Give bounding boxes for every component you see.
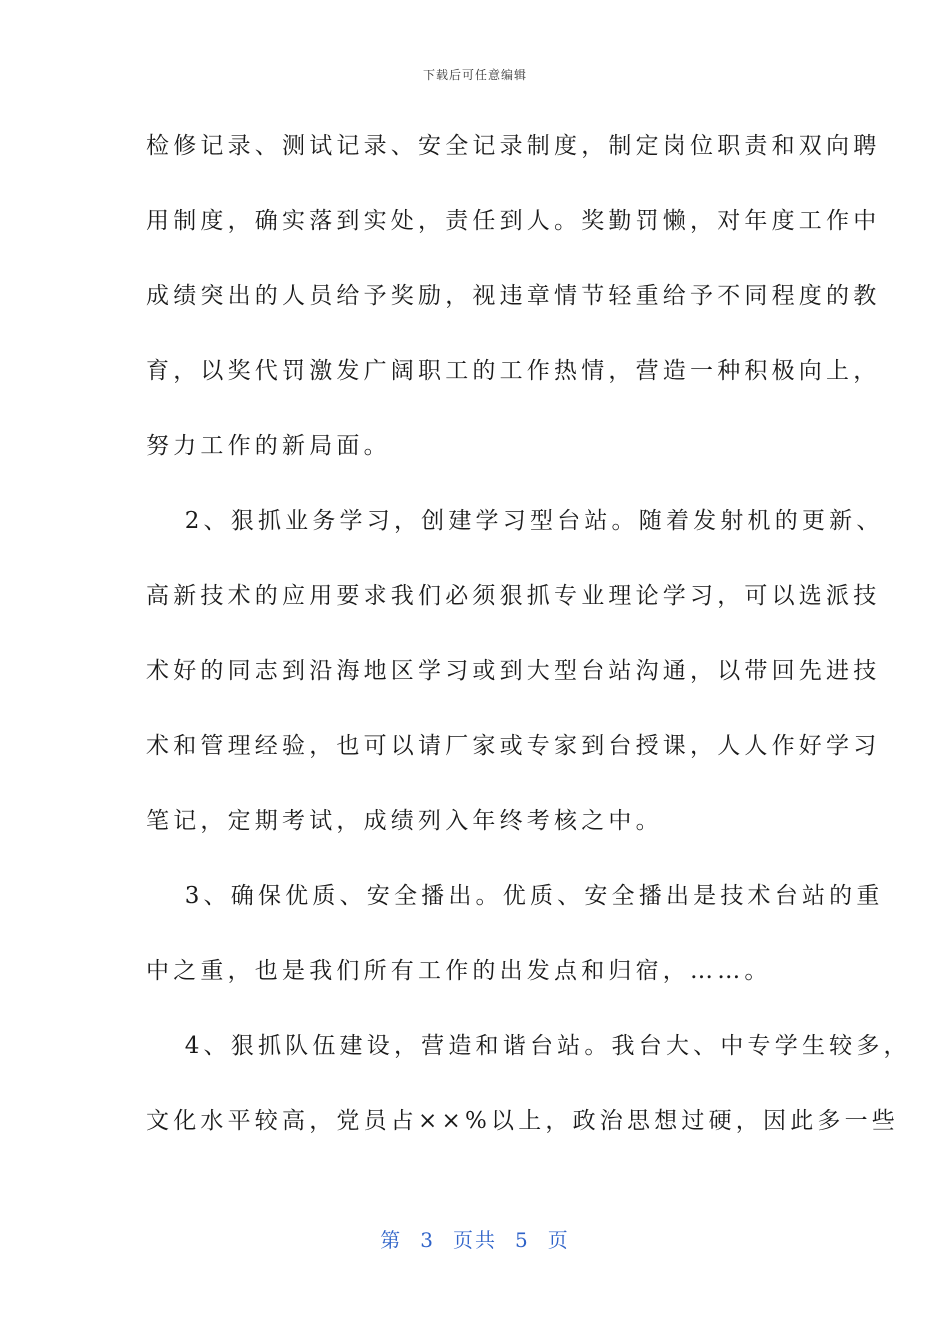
- body-line-11: 3、确保优质、安全播出。优质、安全播出是技术台站的重: [146, 883, 884, 909]
- body-line-5: 努力工作的新局面。: [146, 433, 391, 459]
- body-line-1: 检修记录、测试记录、安全记录制度，制定岗位职责和双向聘: [146, 133, 881, 159]
- body-line-14: 文化水平较高，党员占××%以上，政治思想过硬，因此多一些: [146, 1108, 899, 1134]
- body-line-4: 育，以奖代罚激发广阔职工的工作热情，营造一种积极向上，: [146, 358, 881, 384]
- footer-prefix: 第: [380, 1228, 403, 1252]
- footer-suffix: 页: [547, 1228, 570, 1252]
- footer-middle: 页共: [453, 1228, 497, 1252]
- body-line-13: 4、狠抓队伍建设，营造和谐台站。我台大、中专学生较多，: [146, 1033, 911, 1059]
- footer-total-pages: 5: [515, 1228, 530, 1252]
- body-line-9: 术和管理经验，也可以请厂家或专家到台授课，人人作好学习: [146, 733, 881, 759]
- document-body: [146, 118, 911, 1168]
- body-line-7: 高新技术的应用要求我们必须狠抓专业理论学习，可以选派技: [146, 583, 881, 609]
- body-line-12: 中之重，也是我们所有工作的出发点和归宿，……。: [146, 958, 772, 984]
- footer-current-page: 3: [420, 1228, 435, 1252]
- body-line-3: 成绩突出的人员给予奖励，视违章情节轻重给予不同程度的教: [146, 283, 881, 309]
- page-footer: [0, 1224, 950, 1253]
- body-line-6: 2、狠抓业务学习，创建学习型台站。随着发射机的更新、: [146, 508, 884, 534]
- header-note: 下载后可任意编辑: [422, 68, 527, 82]
- body-line-8: 术好的同志到沿海地区学习或到大型台站沟通，以带回先进技: [146, 658, 881, 684]
- body-line-10: 笔记，定期考试，成绩列入年终考核之中。: [146, 808, 663, 834]
- body-line-2: 用制度，确实落到实处，责任到人。奖勤罚懒，对年度工作中: [146, 208, 881, 234]
